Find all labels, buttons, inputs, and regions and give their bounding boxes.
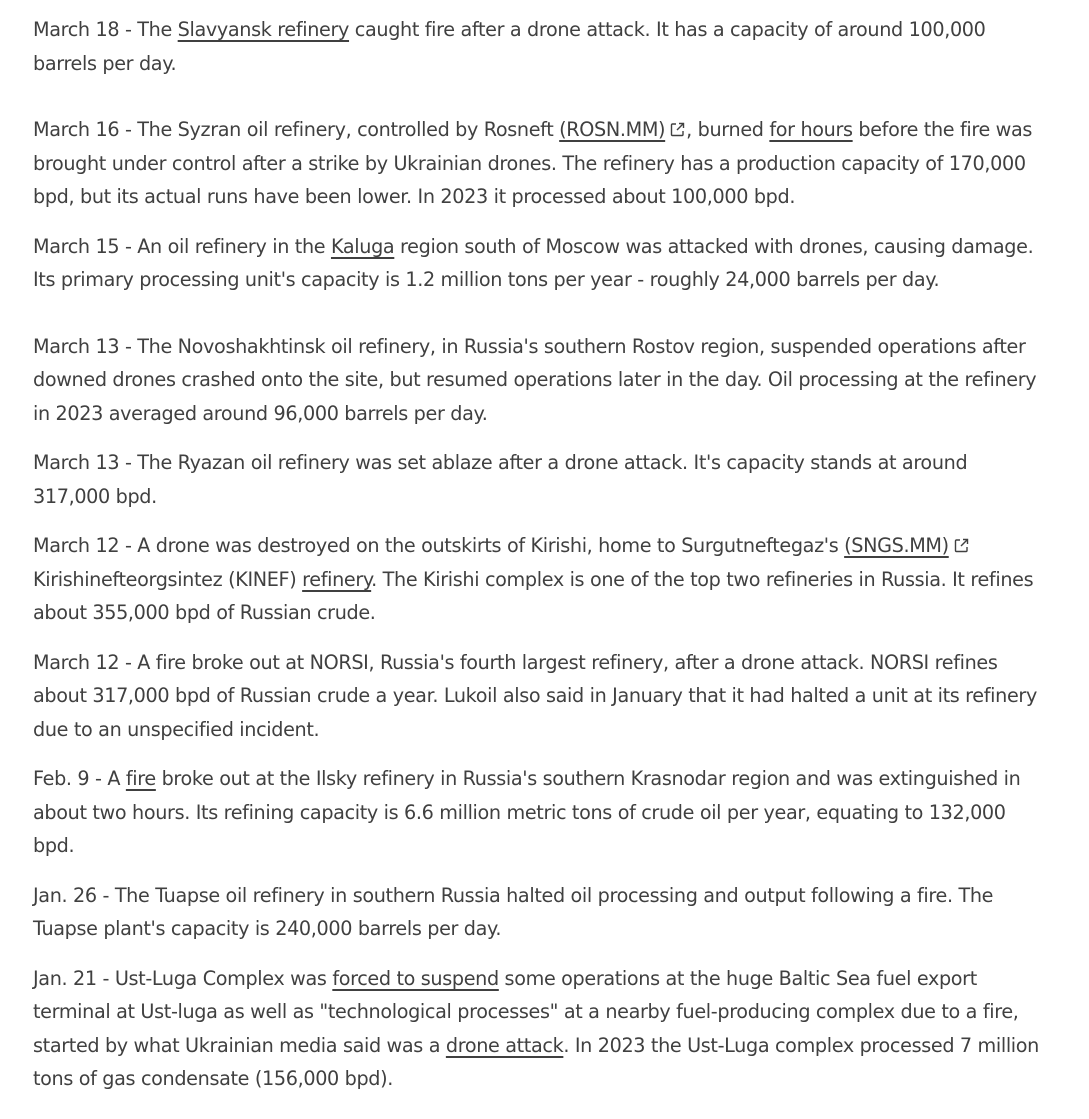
paragraph-text: Kirishinefteorgsintez (KINEF) bbox=[33, 567, 303, 591]
paragraph-text: broke out at the Ilsky refinery in Russia's southern Krasnodar region and was extinguished in about two hours. Its refining capacity is 6.6 million metric tons of crude oil per year, equating to 132,000 bpd. bbox=[33, 767, 1021, 857]
paragraph-text: March 16 - The Syzran oil refinery, controlled by Rosneft bbox=[33, 118, 560, 141]
link-for-hours[interactable]: for hours bbox=[769, 118, 853, 141]
paragraph-text: , burned bbox=[686, 118, 770, 141]
paragraph-text: . The Kirishi complex is one of the top two refineries in Russia. It refines about 355,000 bpd of Russian crude. bbox=[33, 567, 1034, 624]
paragraph-text: March 13 - The Novoshakhtinsk oil refinery, in Russia's southern Rostov region, suspended operations after downed drones crashed onto the site, but resumed operations later in the day. Oil processing at the refinery in 2023 averaged around 96,000 barrels per day. bbox=[33, 334, 1037, 425]
link-fire[interactable]: fire bbox=[125, 767, 156, 790]
link-forced-to-suspend[interactable]: forced to suspend bbox=[332, 966, 499, 990]
paragraph-text: some operations at the huge Baltic Sea fuel export terminal at Ust-luga as well as "technological processes" at a nearby fuel-producing complex due to a fire, started by what Ukrainian media said was a bbox=[33, 966, 1019, 1057]
link-kaluga[interactable]: Kaluga bbox=[330, 234, 395, 258]
paragraph-jan-21-ust-luga bbox=[33, 962, 1049, 1096]
paragraph-text: . In 2023 the Ust-Luga complex processed 7 million tons of gas condensate (156,000 bpd). bbox=[33, 1033, 1039, 1090]
paragraph-text: caught fire after a drone attack. It has a capacity of around 100,000 barrels per day. bbox=[33, 18, 986, 75]
paragraph-march-12-kirishi bbox=[33, 529, 1049, 630]
paragraph-march-12-norsi bbox=[33, 646, 1049, 747]
paragraph-text: region south of Moscow was attacked with drones, causing damage. Its primary processing unit's capacity is 1.2 million tons per year - roughly 24,000 barrels per day. bbox=[33, 234, 1034, 291]
external-link-icon[interactable] bbox=[669, 121, 686, 138]
link-drone-attack[interactable]: drone attack bbox=[445, 1033, 564, 1057]
paragraph-text: Feb. 9 - A bbox=[33, 767, 126, 790]
paragraph-march-13-ryazan bbox=[33, 446, 1049, 513]
paragraph-march-18-slavyansk bbox=[33, 13, 1049, 80]
link-refinery[interactable]: refinery bbox=[302, 567, 372, 591]
paragraph-text: before the fire was brought under control after a strike by Ukrainian drones. The refinery has a production capacity of 170,000 bpd, but its actual runs have been lower. In 2023 it processed about 100,000 bpd. bbox=[33, 118, 1033, 208]
external-link-icon[interactable] bbox=[953, 537, 970, 554]
paragraph-text: March 18 - The bbox=[33, 18, 178, 41]
link-rosn-ticker[interactable]: (ROSN.MM) bbox=[559, 118, 666, 141]
paragraph-march-15-kaluga bbox=[33, 230, 1049, 297]
paragraph-text: Jan. 26 - The Tuapse oil refinery in southern Russia halted oil processing and output following a fire. The Tuapse plant's capacity is 240,000 barrels per day. bbox=[33, 883, 994, 940]
link-sngs-ticker[interactable]: (SNGS.MM) bbox=[844, 534, 949, 557]
paragraph-text: March 13 - The Ryazan oil refinery was set ablaze after a drone attack. It's capacity stands at around 317,000 bpd. bbox=[33, 451, 968, 508]
paragraph-march-13-novoshakhtinsk bbox=[33, 330, 1049, 431]
paragraph-jan-26-tuapse bbox=[33, 879, 1049, 946]
paragraph-text: Jan. 21 - Ust-Luga Complex was bbox=[33, 966, 333, 990]
paragraph-text: March 12 - A drone was destroyed on the outskirts of Kirishi, home to Surgutneftegaz's bbox=[33, 534, 845, 557]
link-slavyansk-refinery[interactable]: Slavyansk refinery bbox=[177, 18, 350, 41]
paragraph-text: March 12 - A fire broke out at NORSI, Russia's fourth largest refinery, after a drone attack. NORSI refines about 317,000 bpd of Russian crude a year. Lukoil also said in January that it had halted a unit at its refinery due to an unspecified incident. bbox=[33, 650, 1037, 741]
paragraph-march-16-syzran bbox=[33, 113, 1049, 214]
paragraph-feb-9-ilsky bbox=[33, 762, 1049, 863]
paragraph-text: March 15 - An oil refinery in the bbox=[33, 234, 331, 258]
